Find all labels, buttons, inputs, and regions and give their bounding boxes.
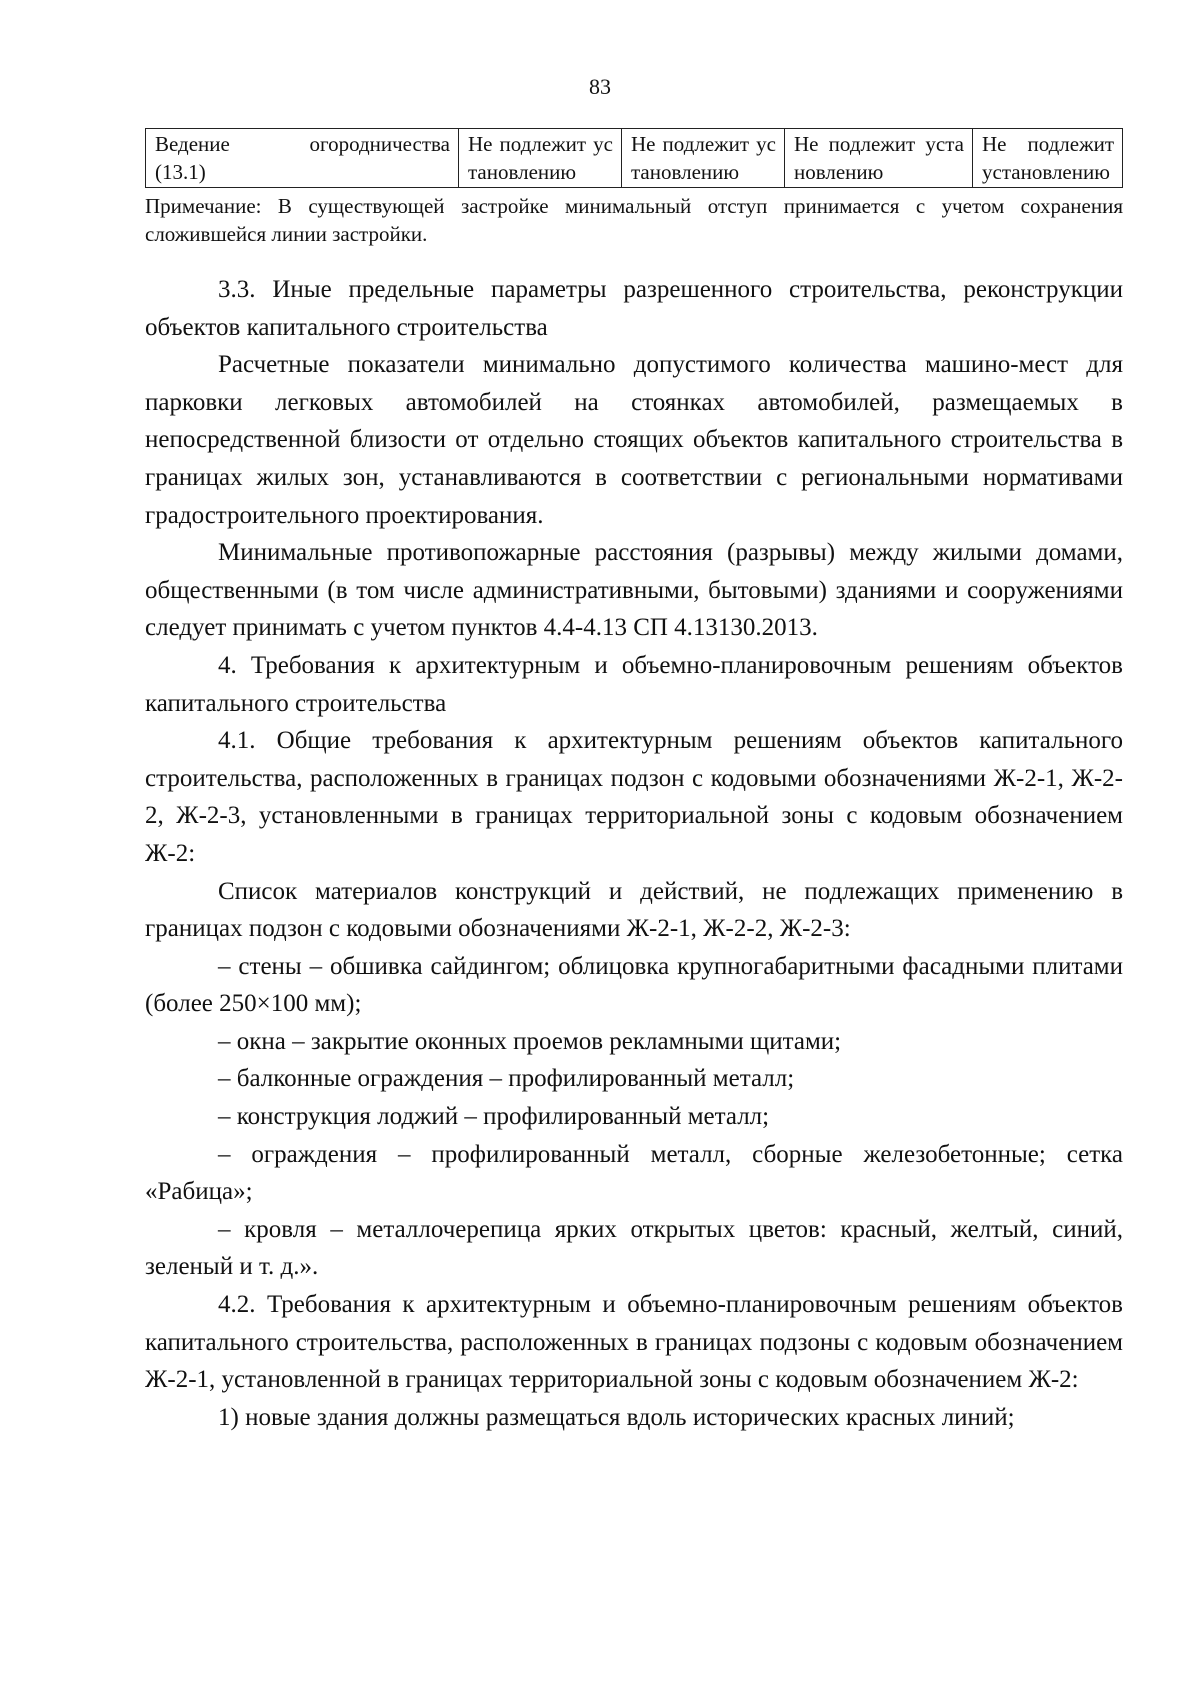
list-item-windows: – окна – закрытие оконных проемов рекламными щитами; xyxy=(218,1027,842,1055)
cell-value-text: Не подлежит установлению xyxy=(631,132,776,184)
cell-value-text: Не подлежит установлению xyxy=(794,132,964,184)
cell-value-text: Не подлежит установлению xyxy=(982,132,1114,184)
list-item-walls: – стены – обшивка сайдингом; облицовка крупногабаритными фасадными плитами (более 250×100 мм); xyxy=(145,952,1123,1018)
paragraph-item-1: 1) новые здания должны размещаться вдоль исторических красных линий; xyxy=(218,1403,1015,1431)
table-cell-value xyxy=(973,129,1123,188)
table-row xyxy=(146,129,1123,188)
cell-value-text: Не подлежит установлению xyxy=(468,132,613,184)
table-cell-value xyxy=(785,129,973,188)
list-item-roof: – кровля – металлочерепица ярких открытых цветов: красный, желтый, синий, зеленый и т. д.». xyxy=(145,1215,1123,1281)
paragraph-section-4: 4. Требования к архитектурным и объемно-планировочным решениям объектов капитального строительства xyxy=(145,651,1123,717)
page-number: 83 xyxy=(589,74,611,99)
paragraph-section-3-3: 3.3. Иные предельные параметры разрешенного строительства, реконструкции объектов капитального строительства xyxy=(145,276,1123,341)
table-cell-value xyxy=(459,129,622,188)
paragraph-section-4-1: 4.1. Общие требования к архитектурным решениям объектов капитального строительства, расположенных в границах подзон с кодовыми обозначениями Ж-2-1, Ж-2-2, Ж-2-3, установленными в границах территориальной зоны с кодовым обозначением Ж-2: xyxy=(145,727,1123,867)
paragraph-fire-distances: Минимальные противопожарные расстояния (разрывы) между жилыми домами, общественными (в том числе административными, бытовыми) зданиями и сооружениями следует принимать с учетом пунктов 4.4-4.13 СП 4.13130.2013. xyxy=(145,539,1123,642)
activity-code: (13.1) xyxy=(155,160,206,184)
document-body xyxy=(145,128,1123,1436)
paragraph-section-4-2: 4.2. Требования к архитектурным и объемно-планировочным решениям объектов капитального строительства, расположенных в границах подзоны с кодовым обозначением Ж-2-1, установленной в границах территориальной зоны с кодовым обозначением Ж-2: xyxy=(145,1291,1123,1394)
table-cell-activity xyxy=(146,129,459,188)
table-note: Примечание: В существующей застройке минимальный отступ принимается с учетом сохранения сложившейся линии застройки. xyxy=(145,194,1123,246)
main-text xyxy=(145,271,1123,1436)
table-cell-value xyxy=(622,129,785,188)
paragraph-parking: Расчетные показатели минимально допустимого количества машино-мест для парковки легковых автомобилей на стоянках автомобилей, размещаемых в непосредственной близости от отдельно стоящих объектов капитального строительства в границах жилых зон, устанавливаются в соответствии с региональными нормативами градостроительного проектирования. xyxy=(145,351,1123,529)
parameters-table xyxy=(145,128,1123,188)
list-item-fences: – ограждения – профилированный металл, сборные железобетонные; сетка «Рабица»; xyxy=(145,1140,1123,1206)
paragraph-materials-list-intro: Список материалов конструкций и действий, не подлежащих применению в границах подзон с кодовыми обозначениями Ж-2-1, Ж-2-2, Ж-2-3: xyxy=(145,877,1123,943)
list-item-loggias: – конструкция лоджий – профилированный металл; xyxy=(218,1103,770,1131)
list-item-balconies: – балконные ограждения – профилированный металл; xyxy=(218,1065,795,1093)
activity-name: Ведение огородничества xyxy=(155,132,450,156)
